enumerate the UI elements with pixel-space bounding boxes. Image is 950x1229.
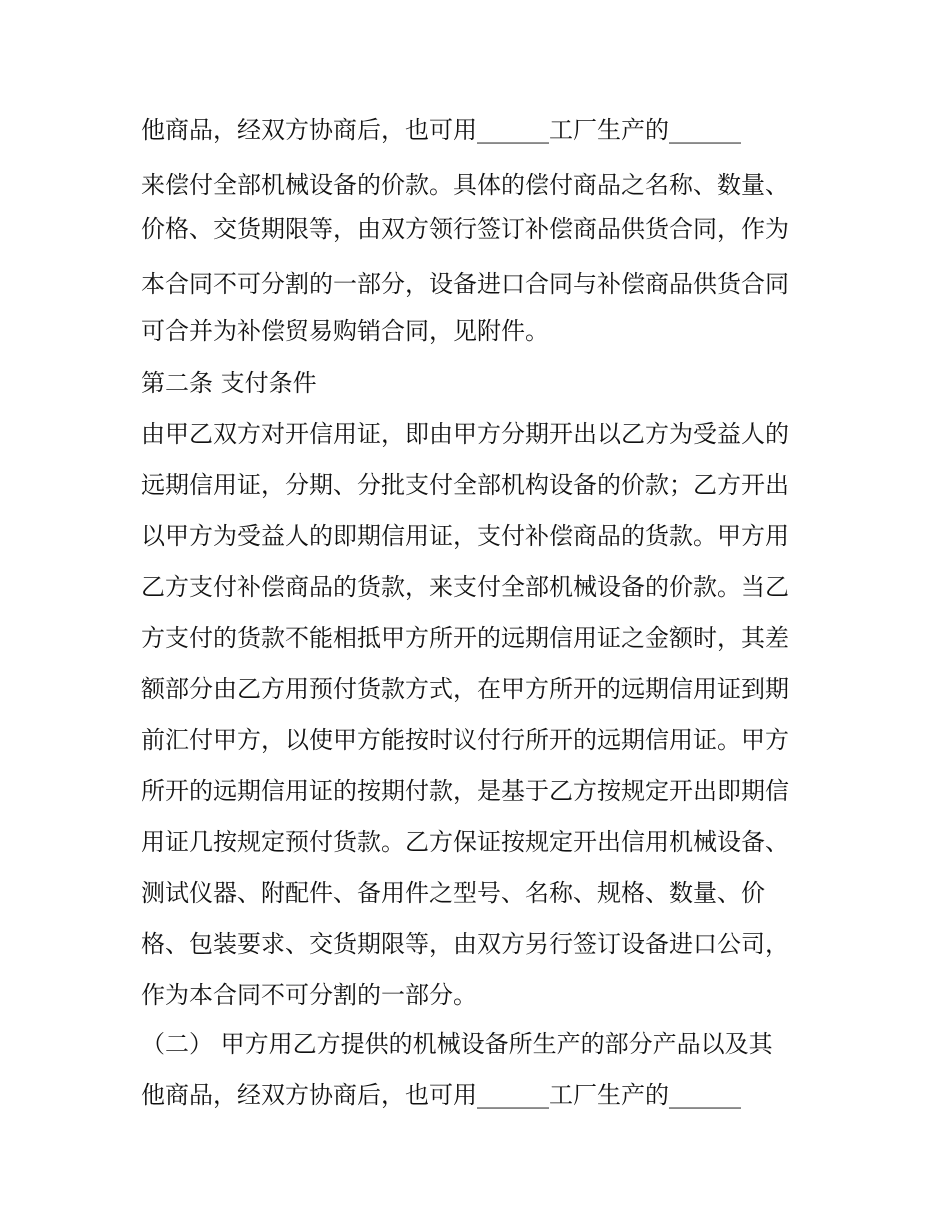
text-line: 远期信用证，分期、分批支付全部机构设备的价款；乙方开出 [141, 471, 789, 499]
text-line: 来偿付全部机械设备的价款。具体的偿付商品之名称、数量、 [141, 171, 789, 199]
text-line: 方支付的货款不能相抵甲方所开的远期信用证之金额时，其差 [141, 624, 789, 652]
text-line: 可合并为补偿贸易购销合同，见附件。 [141, 317, 549, 345]
text-line: 由甲乙双方对开信用证，即由甲方分期开出以乙方为受益人的 [141, 420, 789, 448]
text-line: 价格、交货期限等，由双方领行签订补偿商品供货合同，作为 [141, 215, 789, 243]
text-line: 他商品，经双方协商后，也可用______工厂生产的______ [141, 1081, 741, 1109]
text-line: 以甲方为受益人的即期信用证，支付补偿商品的货款。甲方用 [141, 522, 789, 550]
section-heading: 第二条 支付条件 [141, 369, 317, 397]
text-line: 格、包装要求、交货期限等，由双方另行签订设备进口公司， [141, 930, 789, 958]
text-line: 用证几按规定预付货款。乙方保证按规定开出信用机械设备、 [141, 828, 789, 856]
text-line: 所开的远期信用证的按期付款，是基于乙方按规定开出即期信 [141, 777, 789, 805]
text-line: 本合同不可分割的一部分，设备进口合同与补偿商品供货合同 [141, 270, 789, 298]
text-line: 他商品，经双方协商后，也可用______工厂生产的______ [141, 116, 741, 144]
text-line: 乙方支付补偿商品的货款，来支付全部机械设备的价款。当乙 [141, 573, 789, 601]
text-line: 测试仪器、附配件、备用件之型号、名称、规格、数量、价 [141, 879, 765, 907]
text-line: 额部分由乙方用预付货款方式，在甲方所开的远期信用证到期 [141, 675, 789, 703]
text-line: （二） 甲方用乙方提供的机械设备所生产的部分产品以及其 [141, 1030, 773, 1058]
text-line: 作为本合同不可分割的一部分。 [141, 981, 477, 1009]
text-line: 前汇付甲方，以使甲方能按时议付行所开的远期信用证。甲方 [141, 726, 789, 754]
